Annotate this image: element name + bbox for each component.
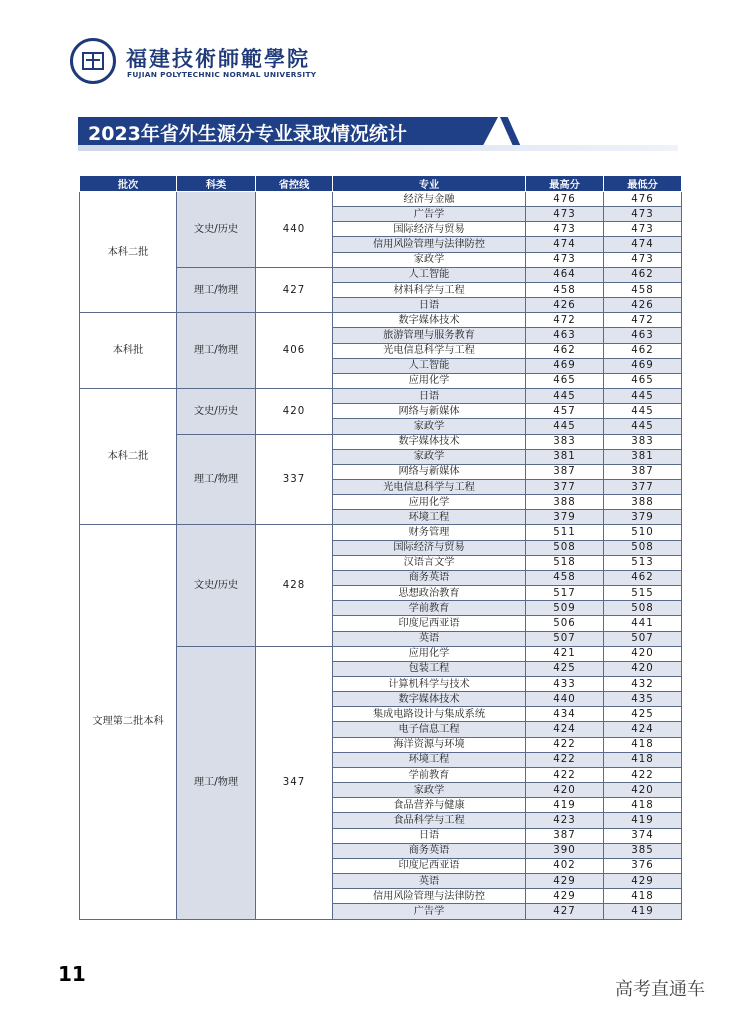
major-cell: 商务英语 (333, 570, 526, 585)
min-score-cell: 419 (604, 904, 682, 919)
min-score-cell: 465 (604, 373, 682, 388)
min-score-cell: 418 (604, 798, 682, 813)
max-score-cell: 445 (526, 389, 604, 404)
min-score-cell: 474 (604, 237, 682, 252)
min-score-cell: 445 (604, 419, 682, 434)
min-score-cell: 381 (604, 449, 682, 464)
max-score-cell: 434 (526, 707, 604, 722)
table-row (80, 313, 682, 328)
min-score-cell: 374 (604, 828, 682, 843)
max-score-cell: 458 (526, 570, 604, 585)
major-cell: 信用风险管理与法律防控 (333, 889, 526, 904)
major-cell: 印度尼西亚语 (333, 616, 526, 631)
major-cell: 数字媒体技术 (333, 313, 526, 328)
major-cell: 印度尼西亚语 (333, 858, 526, 873)
min-score-cell: 510 (604, 525, 682, 540)
major-cell: 电子信息工程 (333, 722, 526, 737)
batch-cell: 本科二批 (80, 389, 177, 525)
max-score-cell: 508 (526, 540, 604, 555)
major-cell: 数字媒体技术 (333, 692, 526, 707)
category-cell: 理工/物理 (177, 646, 256, 919)
major-cell: 光电信息科学与工程 (333, 479, 526, 494)
max-score-cell: 429 (526, 889, 604, 904)
major-cell: 旅游管理与服务教育 (333, 328, 526, 343)
max-score-cell: 424 (526, 722, 604, 737)
column-header-min-score: 最低分 (604, 176, 682, 192)
min-score-cell: 441 (604, 616, 682, 631)
min-score-cell: 508 (604, 540, 682, 555)
watermark: 高考直通车 (615, 979, 705, 1000)
category-cell: 文史/历史 (177, 525, 256, 646)
major-cell: 应用化学 (333, 646, 526, 661)
min-score-cell: 435 (604, 692, 682, 707)
max-score-cell: 381 (526, 449, 604, 464)
major-cell: 包装工程 (333, 661, 526, 676)
max-score-cell: 473 (526, 207, 604, 222)
min-score-cell: 383 (604, 434, 682, 449)
table-header-row (80, 176, 682, 192)
control-line-cell: 428 (256, 525, 333, 646)
major-cell: 广告学 (333, 207, 526, 222)
max-score-cell: 425 (526, 661, 604, 676)
min-score-cell: 507 (604, 631, 682, 646)
category-cell: 文史/历史 (177, 192, 256, 268)
min-score-cell: 420 (604, 783, 682, 798)
page-number: 11 (58, 962, 86, 986)
university-name: 福建技術師範學院 (126, 46, 310, 71)
max-score-cell: 473 (526, 222, 604, 237)
min-score-cell: 462 (604, 267, 682, 282)
min-score-cell: 469 (604, 358, 682, 373)
max-score-cell: 457 (526, 404, 604, 419)
column-header-batch: 批次 (80, 176, 177, 192)
control-line-cell: 427 (256, 267, 333, 312)
category-cell: 理工/物理 (177, 313, 256, 389)
max-score-cell: 427 (526, 904, 604, 919)
category-cell: 理工/物理 (177, 267, 256, 312)
university-logo-icon (70, 38, 116, 84)
control-line-cell: 406 (256, 313, 333, 389)
major-cell: 信用风险管理与法律防控 (333, 237, 526, 252)
min-score-cell: 376 (604, 858, 682, 873)
max-score-cell: 423 (526, 813, 604, 828)
max-score-cell: 377 (526, 479, 604, 494)
major-cell: 日语 (333, 389, 526, 404)
min-score-cell: 387 (604, 464, 682, 479)
max-score-cell: 388 (526, 495, 604, 510)
batch-cell: 本科批 (80, 313, 177, 389)
max-score-cell: 506 (526, 616, 604, 631)
major-cell: 家政学 (333, 783, 526, 798)
page-title: 2023年省外生源分专业录取情况统计 (88, 123, 407, 145)
major-cell: 数字媒体技术 (333, 434, 526, 449)
min-score-cell: 515 (604, 586, 682, 601)
max-score-cell: 426 (526, 298, 604, 313)
max-score-cell: 387 (526, 828, 604, 843)
control-line-cell: 440 (256, 192, 333, 268)
major-cell: 广告学 (333, 904, 526, 919)
control-line-cell: 337 (256, 434, 333, 525)
major-cell: 经济与金融 (333, 192, 526, 207)
min-score-cell: 462 (604, 343, 682, 358)
batch-cell: 本科二批 (80, 192, 177, 313)
major-cell: 英语 (333, 874, 526, 889)
max-score-cell: 473 (526, 252, 604, 267)
min-score-cell: 424 (604, 722, 682, 737)
major-cell: 人工智能 (333, 358, 526, 373)
min-score-cell: 473 (604, 222, 682, 237)
min-score-cell: 426 (604, 298, 682, 313)
major-cell: 光电信息科学与工程 (333, 343, 526, 358)
major-cell: 思想政治教育 (333, 586, 526, 601)
min-score-cell: 388 (604, 495, 682, 510)
table-row (80, 192, 682, 207)
major-cell: 财务管理 (333, 525, 526, 540)
max-score-cell: 507 (526, 631, 604, 646)
university-name-en: FUJIAN POLYTECHNIC NORMAL UNIVERSITY (127, 70, 317, 79)
batch-cell: 文理第二批本科 (80, 525, 177, 919)
min-score-cell: 463 (604, 328, 682, 343)
control-line-cell: 420 (256, 389, 333, 434)
min-score-cell: 425 (604, 707, 682, 722)
max-score-cell: 440 (526, 692, 604, 707)
min-score-cell: 418 (604, 737, 682, 752)
min-score-cell: 462 (604, 570, 682, 585)
min-score-cell: 420 (604, 661, 682, 676)
major-cell: 集成电路设计与集成系统 (333, 707, 526, 722)
max-score-cell: 509 (526, 601, 604, 616)
column-header-category: 科类 (177, 176, 256, 192)
max-score-cell: 476 (526, 192, 604, 207)
major-cell: 材料科学与工程 (333, 282, 526, 297)
max-score-cell: 429 (526, 874, 604, 889)
major-cell: 家政学 (333, 252, 526, 267)
max-score-cell: 518 (526, 555, 604, 570)
max-score-cell: 474 (526, 237, 604, 252)
table-row (80, 525, 682, 540)
max-score-cell: 469 (526, 358, 604, 373)
max-score-cell: 422 (526, 752, 604, 767)
min-score-cell: 473 (604, 252, 682, 267)
major-cell: 汉语言文学 (333, 555, 526, 570)
max-score-cell: 445 (526, 419, 604, 434)
max-score-cell: 422 (526, 737, 604, 752)
min-score-cell: 422 (604, 767, 682, 782)
major-cell: 商务英语 (333, 843, 526, 858)
category-cell: 文史/历史 (177, 389, 256, 434)
control-line-cell: 347 (256, 646, 333, 919)
min-score-cell: 385 (604, 843, 682, 858)
min-score-cell: 513 (604, 555, 682, 570)
min-score-cell: 445 (604, 404, 682, 419)
column-header-max-score: 最高分 (526, 176, 604, 192)
max-score-cell: 458 (526, 282, 604, 297)
major-cell: 国际经济与贸易 (333, 222, 526, 237)
major-cell: 学前教育 (333, 601, 526, 616)
min-score-cell: 508 (604, 601, 682, 616)
major-cell: 网络与新媒体 (333, 464, 526, 479)
table-row (80, 389, 682, 404)
major-cell: 环境工程 (333, 752, 526, 767)
column-header-major: 专业 (333, 176, 526, 192)
max-score-cell: 421 (526, 646, 604, 661)
max-score-cell: 379 (526, 510, 604, 525)
max-score-cell: 517 (526, 586, 604, 601)
admission-table (79, 175, 682, 920)
max-score-cell: 472 (526, 313, 604, 328)
min-score-cell: 420 (604, 646, 682, 661)
min-score-cell: 379 (604, 510, 682, 525)
major-cell: 应用化学 (333, 495, 526, 510)
max-score-cell: 511 (526, 525, 604, 540)
major-cell: 家政学 (333, 419, 526, 434)
major-cell: 环境工程 (333, 510, 526, 525)
major-cell: 计算机科学与技术 (333, 677, 526, 692)
major-cell: 学前教育 (333, 767, 526, 782)
max-score-cell: 419 (526, 798, 604, 813)
major-cell: 食品科学与工程 (333, 813, 526, 828)
max-score-cell: 462 (526, 343, 604, 358)
major-cell: 日语 (333, 828, 526, 843)
major-cell: 网络与新媒体 (333, 404, 526, 419)
major-cell: 国际经济与贸易 (333, 540, 526, 555)
major-cell: 应用化学 (333, 373, 526, 388)
max-score-cell: 465 (526, 373, 604, 388)
min-score-cell: 429 (604, 874, 682, 889)
major-cell: 日语 (333, 298, 526, 313)
major-cell: 家政学 (333, 449, 526, 464)
min-score-cell: 419 (604, 813, 682, 828)
major-cell: 海洋资源与环境 (333, 737, 526, 752)
min-score-cell: 418 (604, 889, 682, 904)
major-cell: 人工智能 (333, 267, 526, 282)
column-header-control-line: 省控线 (256, 176, 333, 192)
major-cell: 英语 (333, 631, 526, 646)
max-score-cell: 433 (526, 677, 604, 692)
max-score-cell: 390 (526, 843, 604, 858)
max-score-cell: 464 (526, 267, 604, 282)
min-score-cell: 445 (604, 389, 682, 404)
category-cell: 理工/物理 (177, 434, 256, 525)
max-score-cell: 387 (526, 464, 604, 479)
min-score-cell: 472 (604, 313, 682, 328)
min-score-cell: 458 (604, 282, 682, 297)
max-score-cell: 422 (526, 767, 604, 782)
min-score-cell: 432 (604, 677, 682, 692)
max-score-cell: 463 (526, 328, 604, 343)
min-score-cell: 377 (604, 479, 682, 494)
table-body (80, 192, 682, 920)
max-score-cell: 383 (526, 434, 604, 449)
min-score-cell: 418 (604, 752, 682, 767)
min-score-cell: 476 (604, 192, 682, 207)
max-score-cell: 402 (526, 858, 604, 873)
min-score-cell: 473 (604, 207, 682, 222)
max-score-cell: 420 (526, 783, 604, 798)
major-cell: 食品营养与健康 (333, 798, 526, 813)
